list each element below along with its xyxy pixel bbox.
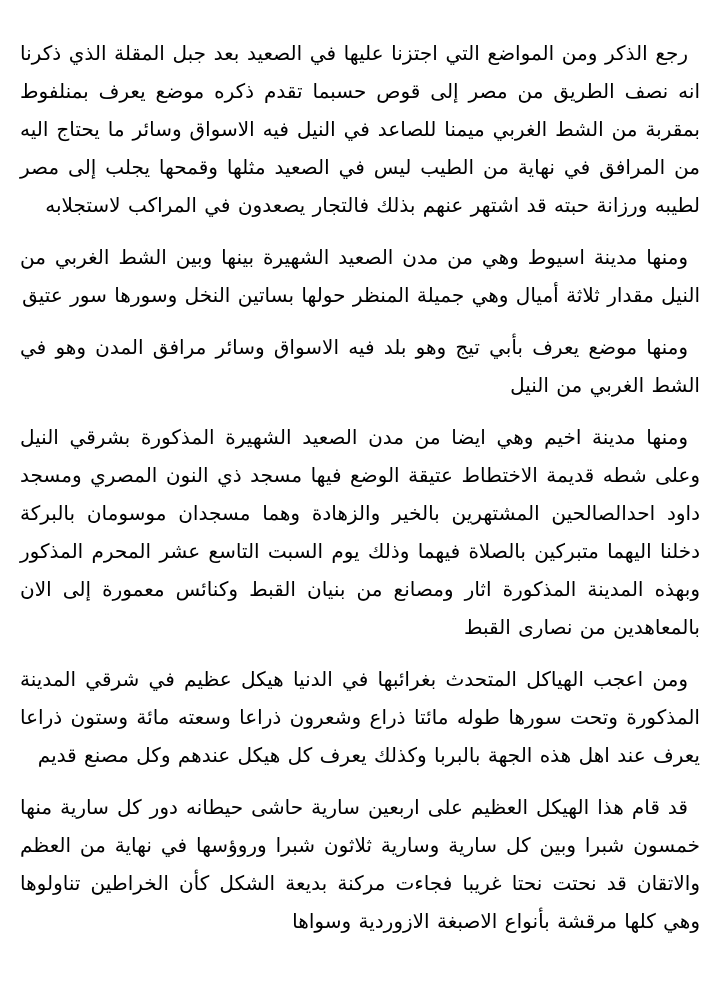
paragraph-city-asyut: ومنها مدينة اسيوط وهي من مدن الصعيد الشهيرة بينها وبين الشط الغربي من النيل مقدار ثلاثة أميال وهي جميلة المنظر حولها بساتين النخل وسورها سور عتيق xyxy=(20,245,700,307)
paragraph-travel-route-manfalut: رجع الذكر ومن المواضع التي اجتزنا عليها في الصعيد بعد جبل المقلة الذي ذكرنا انه نصف الطريق من مصر إلى قوص حسبما تقدم ذكره موضع يعرف بمنلفوط بمقربة من الشط الغربي ميمنا للصاعد في النيل فيه الاسواق وسائر ما يحتاج اليه من المرافق في نهاية من الطيب ليس في الصعيد مثلها وقمحها يجلب إلى مصر لطيبه ورزانة حبته قد اشتهر عنهم بذلك فالتجار يصعدون في المراكب لاستجلابه xyxy=(20,41,700,217)
paragraph-great-temple-birba: ومن اعجب الهياكل المتحدث بغرائبها في الدنيا هيكل عظيم في شرقي المدينة المذكورة وتحت سورها طوله مائتا ذراع وشعرون ذراعا وسعته مائة وستون ذراعا يعرف عند اهل هذه الجهة بالبربا وكذلك يعرف كل هيكل عندهم وكل مصنع قديم xyxy=(20,667,700,767)
paragraph-place-abu-tij: ومنها موضع يعرف بأبي تيج وهو بلد فيه الاسواق وسائر مرافق المدن وهو في الشط الغربي من النيل xyxy=(20,335,700,397)
paragraph-temple-columns: قد قام هذا الهيكل العظيم على اربعين سارية حاشى حيطانه دور كل سارية منها خمسون شبرا وبين كل سارية وسارية ثلاثون شبرا وروؤسها في نهاية من العظم والاتقان قد نحتت نحتا غريبا فجاءت مركنة بديعة الشكل كأن الخراطين تناولوها وهي كلها مرقشة بأنواع الاصبغة الازوردية وسواها xyxy=(20,795,700,933)
paragraph-city-akhim-mosques: ومنها مدينة اخيم وهي ايضا من مدن الصعيد الشهيرة المذكورة بشرقي النيل وعلى شطه قديمة الاختطاط عتيقة الوضع فيها مسجد ذي النون المصري ومسجد داود احدالصالحين المشتهرين بالخير والزهادة وهما مسجدان موسومان بالبركة دخلنا اليهما متبركين بالصلاة فيهما وذلك يوم السبت التاسع عشر المحرم المذكور وبهذه المدينة المذكورة اثار ومصانع من بنيان القبط وكنائس معمورة إلى الان بالمعاهدين من نصارى القبط xyxy=(20,425,700,639)
